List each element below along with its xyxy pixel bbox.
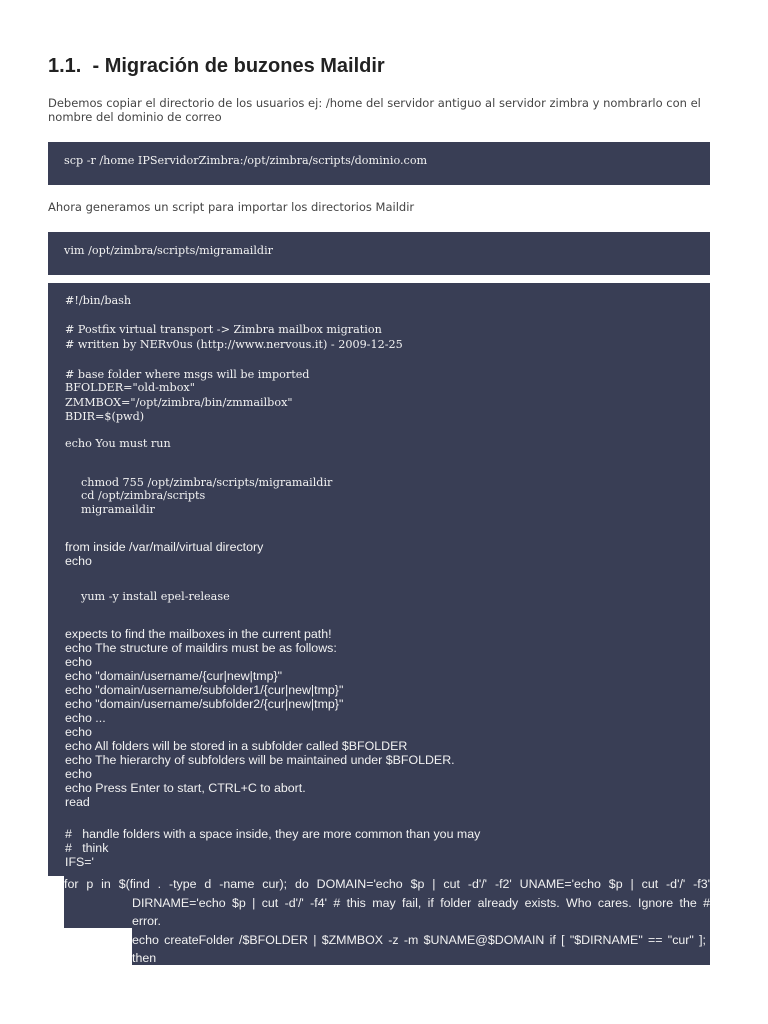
code-line: echo The hierarchy of subfolders will be maintained under $BFOLDER. — [65, 753, 455, 767]
command-text: scp -r /home IPServidorZimbra:/opt/zimbra/scripts/dominio.com — [64, 154, 428, 167]
code-line: echo Press Enter to start, CTRL+C to abort. — [65, 781, 306, 795]
code-line: echo createFolder /$BFOLDER | $ZMMBOX -z -m $UNAME@$DOMAIN if [ "$DIRNAME" == "cur" ]; — [132, 933, 706, 947]
code-line: migramaildir — [81, 503, 155, 516]
code-line: from inside /var/mail/virtual directory — [65, 540, 264, 554]
code-line: echo All folders will be stored in a subfolder called $BFOLDER — [65, 739, 408, 753]
code-line: read — [65, 795, 90, 809]
code-line: # think — [65, 841, 109, 855]
code-line: BFOLDER="old-mbox" — [65, 381, 195, 394]
command-block-vim — [48, 232, 710, 275]
page-title: 1.1. - Migración de buzones Maildir — [48, 55, 385, 77]
code-line: # Postfix virtual transport -> Zimbra mailbox migration — [65, 323, 382, 336]
code-line: for p in $(find . -type d -name cur); do DOMAIN='echo $p | cut -d'/' -f2' UNAME='echo $p | cut -d'/' -f3' — [64, 877, 710, 891]
code-line: echo The structure of maildirs must be as follows: — [65, 641, 337, 655]
code-line: # handle folders with a space inside, they are more common than you may — [65, 827, 481, 841]
script-intro-paragraph: Ahora generamos un script para importar los directorios Maildir — [48, 200, 415, 214]
code-line: echo — [65, 655, 92, 669]
code-line: DIRNAME='echo $p | cut -d'/' -f4' # this may fail, if folder already exists. Who cares. Ignore the # — [132, 896, 710, 910]
code-line: echo You must run — [65, 437, 171, 450]
code-line: error. — [132, 914, 161, 928]
code-line: yum -y install epel-release — [81, 590, 230, 603]
code-line: echo "domain/username/subfolder2/{cur|new|tmp}" — [65, 697, 344, 711]
code-line: echo — [65, 725, 92, 739]
command-block-scp — [48, 142, 710, 185]
code-line: expects to find the mailboxes in the current path! — [65, 627, 332, 641]
code-line: echo — [65, 767, 92, 781]
code-line: chmod 755 /opt/zimbra/scripts/migramaildir — [81, 476, 333, 489]
code-line: # base folder where msgs will be imported — [65, 368, 310, 381]
code-line: echo — [65, 554, 92, 568]
code-line: # written by NERv0us (http://www.nervous.it) - 2009-12-25 — [65, 338, 403, 351]
command-text: vim /opt/zimbra/scripts/migramaildir — [64, 244, 274, 257]
code-line: BDIR=$(pwd) — [65, 410, 145, 423]
code-line: #!/bin/bash — [65, 294, 132, 307]
code-line: then — [132, 951, 157, 965]
code-line: echo ... — [65, 711, 106, 725]
code-line: echo "domain/username/{cur|new|tmp}" — [65, 669, 283, 683]
intro-paragraph: Debemos copiar el directorio de los usuarios ej: /home del servidor antiguo al servidor zimbra y nombrarlo con el nombre del dominio de correo — [48, 96, 701, 124]
code-line: cd /opt/zimbra/scripts — [81, 489, 206, 502]
code-line: echo "domain/username/subfolder1/{cur|new|tmp}" — [65, 683, 344, 697]
code-line: ZMMBOX="/opt/zimbra/bin/zmmailbox" — [65, 396, 293, 409]
code-line: IFS=' — [65, 855, 94, 869]
